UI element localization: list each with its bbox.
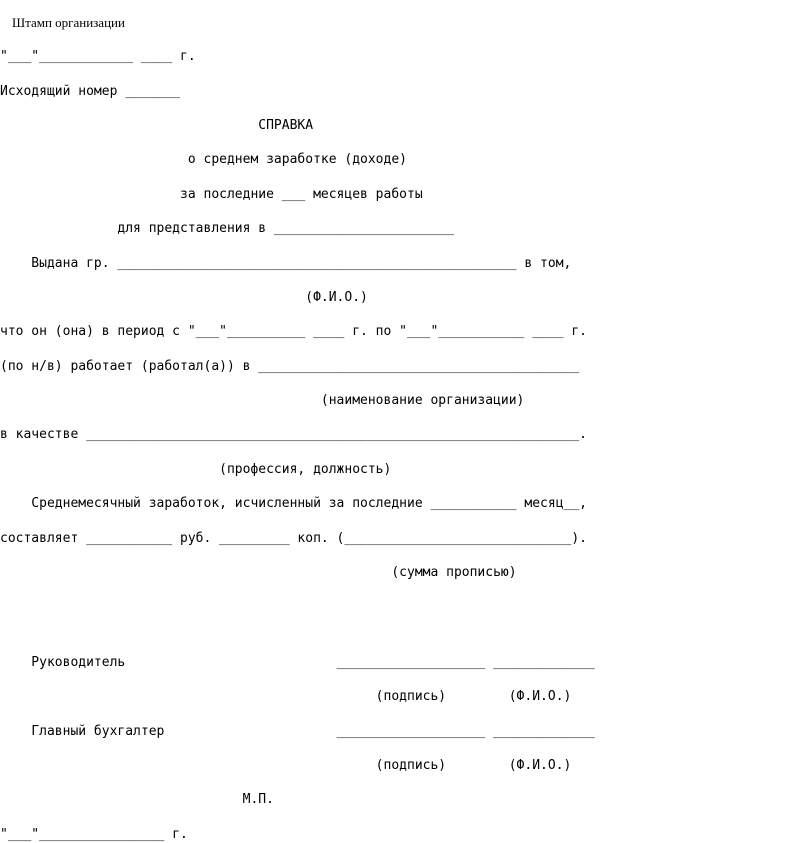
average-salary-line: Среднемесячный заработок, исчисленный за последние ___________ месяц__, xyxy=(0,496,587,511)
organization-caption: (наименование организации) xyxy=(0,393,525,408)
purpose-line: для представления в _______________________ xyxy=(0,221,454,236)
document-subtitle: о среднем заработке (доходе) xyxy=(0,152,407,167)
bottom-date-line: "___"________________ г. xyxy=(0,827,188,842)
organization-line: (по н/в) работает (работал(а)) в _________________________________________ xyxy=(0,359,580,374)
director-signature-line: Руководитель ___________________ _____________ xyxy=(0,655,595,670)
amount-line: составляет ___________ руб. _________ коп. (_____________________________). xyxy=(0,531,587,546)
position-line: в качестве _______________________________________________________________. xyxy=(0,427,587,442)
organization-stamp-label: Штамп организации xyxy=(12,15,125,30)
document-title: СПРАВКА xyxy=(0,118,314,133)
chief-accountant-signature-caption: (подпись) (Ф.И.О.) xyxy=(0,758,572,773)
fio-caption: (Ф.И.О.) xyxy=(0,290,368,305)
position-caption: (профессия, должность) xyxy=(0,462,392,477)
seal-placeholder: М.П. xyxy=(0,792,274,807)
period-months-line: за последние ___ месяцев работы xyxy=(0,187,423,202)
date-line: "___"____________ ____ г. xyxy=(0,49,196,64)
amount-in-words-caption: (сумма прописью) xyxy=(0,565,517,580)
issued-to-line: Выдана гр. ___________________________________________________ в том, xyxy=(0,256,572,271)
chief-accountant-signature-line: Главный бухгалтер ___________________ _____________ xyxy=(0,724,595,739)
employment-period-line: что он (она) в период с "___"__________ ____ г. по "___"___________ ____ г. xyxy=(0,324,587,339)
outgoing-number-line: Исходящий номер _______ xyxy=(0,84,181,99)
director-signature-caption: (подпись) (Ф.И.О.) xyxy=(0,689,572,704)
